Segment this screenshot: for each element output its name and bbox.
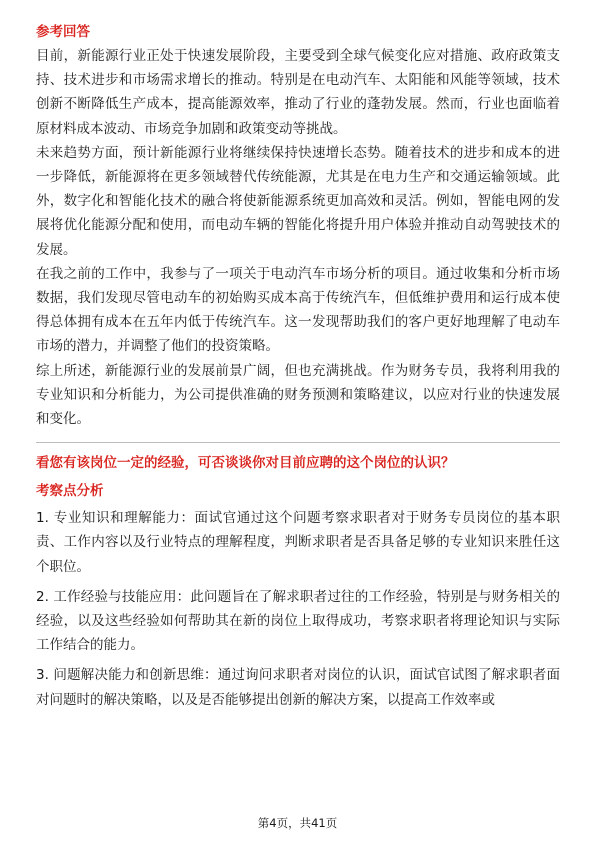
analysis-title: 考察点分析: [36, 483, 104, 500]
analysis-item: 2. 工作经验与技能应用：此问题旨在了解求职者过往的工作经验，特别是与财务相关的经验，以及这些经验如何帮助其在新的岗位上取得成功，考察求职者将理论知识与实际工作结合的能力。: [36, 588, 560, 654]
analysis-item: 3. 问题解决能力和创新思维：通过询问求职者对岗位的认识，面试官试图了解求职者面对问题时的解决策略，以及是否能够提出创新的解决方案，以提高工作效率或: [36, 667, 560, 708]
section-divider: [36, 442, 560, 443]
document-page: [36, 22, 560, 718]
interview-question: 看您有该岗位一定的经验，可否谈谈你对目前应聘的这个岗位的认识？: [36, 455, 455, 472]
answer-paragraph: 综上所述，新能源行业的发展前景广阔，但也充满挑战。作为财务专员，我将利用我的专业知识和分析能力，为公司提供准确的财务预测和策略建议，以应对行业的快速发展和变化。: [36, 362, 560, 428]
answer-paragraph: 在我之前的工作中，我参与了一项关于电动汽车市场分析的项目。通过收集和分析市场数据，我们发现尽管电动车的初始购买成本高于传统汽车，但低维护费用和运行成本使得总体拥有成本在五年内低于传统汽车。这一发现帮助我们的客户更好地理解了电动车市场的潜力，并调整了他们的投资策略。: [36, 265, 560, 355]
answer-paragraph: 目前，新能源行业正处于快速发展阶段，主要受到全球气候变化应对措施、政府政策支持、技术进步和市场需求增长的推动。特别是在电动汽车、太阳能和风能等领域，技术创新不断降低生产成本，提高能源效率，推动了行业的蓬勃发展。然而，行业也面临着原材料成本波动、市场竞争加剧和政策变动等挑战。: [36, 48, 560, 137]
answer-paragraph: 未来趋势方面，预计新能源行业将继续保持快速增长态势。随着技术的进步和成本的进一步降低，新能源将在更多领域替代传统能源，尤其是在电力生产和交通运输领域。此外，数字化和智能化技术的融合将使新能源系统更加高效和灵活。例如，智能电网的发展将优化能源分配和使用，而电动车辆的智能化将提升用户体验并推动自动驾驶技术的发展。: [36, 144, 560, 258]
answer-section-title: 参考回答: [36, 24, 90, 40]
page-number: 第4页，共41页: [257, 816, 338, 830]
analysis-item: 1. 专业知识和理解能力：面试官通过这个问题考察求职者对于财务专员岗位的基本职责、工作内容以及行业特点的理解程度，判断求职者是否具备足够的专业知识来胜任这个职位。: [36, 510, 560, 575]
